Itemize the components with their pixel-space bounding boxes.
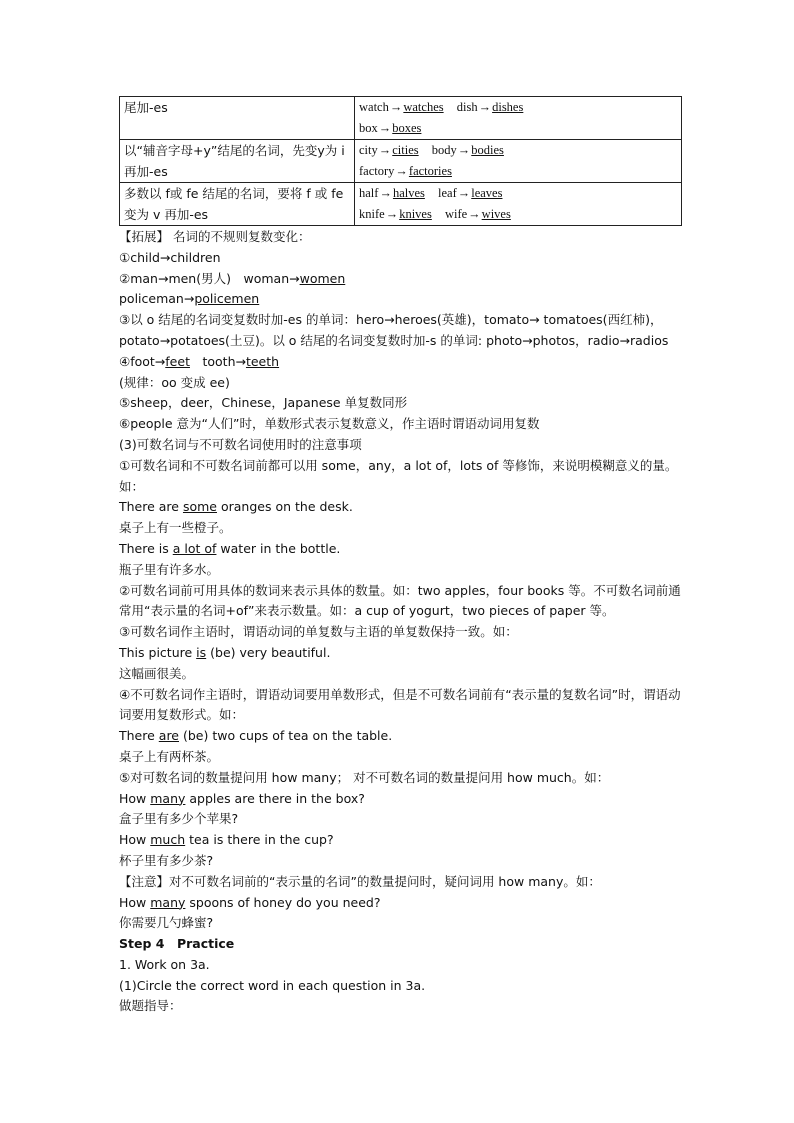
example-sentence: How many spoons of honey do you need? bbox=[119, 894, 381, 910]
list-item: potato→potatoes(土豆)。以 o 结尾的名词变复数时加-s 的单词: photo→photos，radio→radios bbox=[119, 332, 669, 348]
examples-cell bbox=[355, 97, 682, 140]
example-sentence: There are some oranges on the desk. bbox=[119, 499, 353, 515]
list-item: ④foot→feet tooth→teeth bbox=[119, 353, 280, 369]
example-translation: 瓶子里有许多水。 bbox=[119, 561, 220, 577]
table-row bbox=[120, 183, 682, 226]
list-item: ③以 o 结尾的名词变复数时加-es 的单词：hero→heroes(英雄)，tomato→ tomatoes(西红柿)， bbox=[119, 312, 663, 328]
example-sentence: There are (be) two cups of tea on the table. bbox=[119, 728, 393, 744]
example-translation: 桌子上有两杯茶。 bbox=[119, 748, 220, 764]
answer: feet bbox=[165, 353, 190, 369]
plural-answer: halves bbox=[392, 186, 425, 200]
example-translation: 盒子里有多少个苹果? bbox=[119, 811, 239, 827]
note-paragraph: ②可数名词前可用具体的数词来表示具体的数量。如：two apples，four books 等。不可数名词前通常用“表示量的名词+of”来表示数量。如：a cup of yogurt，two pieces of paper 等。 bbox=[119, 582, 681, 619]
plural-rules-table bbox=[119, 96, 682, 226]
note-paragraph: ③可数名词作主语时，谓语动词的单复数与主语的单复数保持一致。如： bbox=[119, 624, 518, 640]
answer: women bbox=[299, 270, 346, 286]
answer: much bbox=[150, 832, 186, 848]
example-sentence: There is a lot of water in the bottle. bbox=[119, 540, 341, 556]
note-paragraph: ④不可数名词作主语时，谓语动词要用单数形式，但是不可数名词前有“表示量的复数名词”时，谓语动词要用复数形式。如： bbox=[119, 686, 681, 723]
example-pair: factory→factories bbox=[359, 164, 452, 178]
list-item: ②man→men(男人) woman→women bbox=[119, 270, 346, 286]
example-pair: wife→wives bbox=[444, 207, 511, 221]
table-row bbox=[120, 140, 682, 183]
example-sentence: How much tea is there in the cup? bbox=[119, 832, 334, 848]
list-item: policeman→policemen bbox=[119, 291, 260, 307]
plural-answer: dishes bbox=[492, 100, 524, 114]
answer: are bbox=[158, 728, 179, 744]
plural-answer: knives bbox=[399, 207, 432, 221]
plural-answer: bodies bbox=[471, 143, 504, 157]
plural-answer: watches bbox=[403, 100, 444, 114]
example-translation: 你需要几勺蜂蜜? bbox=[119, 915, 214, 931]
example-pair: watch→watches bbox=[359, 100, 444, 114]
step-heading: Step 4 Practice bbox=[119, 936, 235, 952]
guide-label: 做题指导： bbox=[119, 998, 182, 1014]
rule-cell: 以“辅音字母+y”结尾的名词，先变y为 i 再加-es bbox=[120, 140, 355, 183]
answer: some bbox=[182, 499, 217, 515]
example-pair: dish→dishes bbox=[456, 100, 524, 114]
plural-answer: cities bbox=[392, 143, 419, 157]
list-item: ①child→children bbox=[119, 249, 221, 265]
list-item: ⑤sheep，deer，Chinese，Japanese 单复数同形 bbox=[119, 395, 408, 411]
examples-cell bbox=[355, 140, 682, 183]
note-paragraph: ⑤对可数名词的数量提问用 how many； 对不可数名词的数量提问用 how much。如： bbox=[119, 769, 610, 785]
extension-heading: 【拓展】 名词的不规则复数变化： bbox=[119, 229, 311, 244]
answer: a lot of bbox=[172, 540, 217, 556]
answer: many bbox=[150, 894, 186, 910]
plural-answer: factories bbox=[408, 164, 452, 178]
example-translation: 桌子上有一些橙子。 bbox=[119, 520, 232, 536]
example-translation: 杯子里有多少茶? bbox=[119, 852, 214, 868]
answer: is bbox=[196, 644, 207, 660]
example-pair: knife→knives bbox=[359, 207, 432, 221]
plural-answer: boxes bbox=[392, 121, 422, 135]
example-pair: body→bodies bbox=[431, 143, 504, 157]
answer: policemen bbox=[194, 291, 260, 307]
rule-cell: 多数以 f或 fe 结尾的名词，要将 f 或 fe 变为 v 再加-es bbox=[120, 183, 355, 226]
example-pair: box→boxes bbox=[359, 121, 422, 135]
example-sentence: How many apples are there in the box? bbox=[119, 790, 365, 806]
caution-note: 【注意】对不可数名词前的“表示量的名词”的数量提问时，疑问词用 how many。如： bbox=[119, 873, 601, 889]
list-item: (规律：oo 变成 ee) bbox=[119, 374, 230, 390]
practice-item: (1)Circle the correct word in each question in 3a. bbox=[119, 977, 426, 993]
example-pair: half→halves bbox=[359, 186, 425, 200]
example-pair: city→cities bbox=[359, 143, 419, 157]
table-row bbox=[120, 97, 682, 140]
plural-answer: wives bbox=[481, 207, 511, 221]
plural-answer: leaves bbox=[471, 186, 503, 200]
document-page bbox=[119, 96, 681, 1017]
examples-cell bbox=[355, 183, 682, 226]
rule-cell: 尾加-es bbox=[120, 97, 355, 140]
section-heading: (3)可数名词与不可数名词使用时的注意事项 bbox=[119, 436, 362, 452]
example-translation: 这幅画很美。 bbox=[119, 665, 195, 681]
example-pair: leaf→leaves bbox=[438, 186, 503, 200]
answer: teeth bbox=[245, 353, 280, 369]
example-sentence: This picture is (be) very beautiful. bbox=[119, 644, 331, 660]
practice-item: 1. Work on 3a. bbox=[119, 956, 210, 972]
note-paragraph: ①可数名词和不可数名词前都可以用 some，any，a lot of，lots of 等修饰，来说明模糊意义的量。如： bbox=[119, 457, 678, 494]
body-text bbox=[119, 227, 681, 1017]
list-item: ⑥people 意为“人们”时，单数形式表示复数意义，作主语时谓语动词用复数 bbox=[119, 416, 540, 432]
answer: many bbox=[150, 790, 186, 806]
